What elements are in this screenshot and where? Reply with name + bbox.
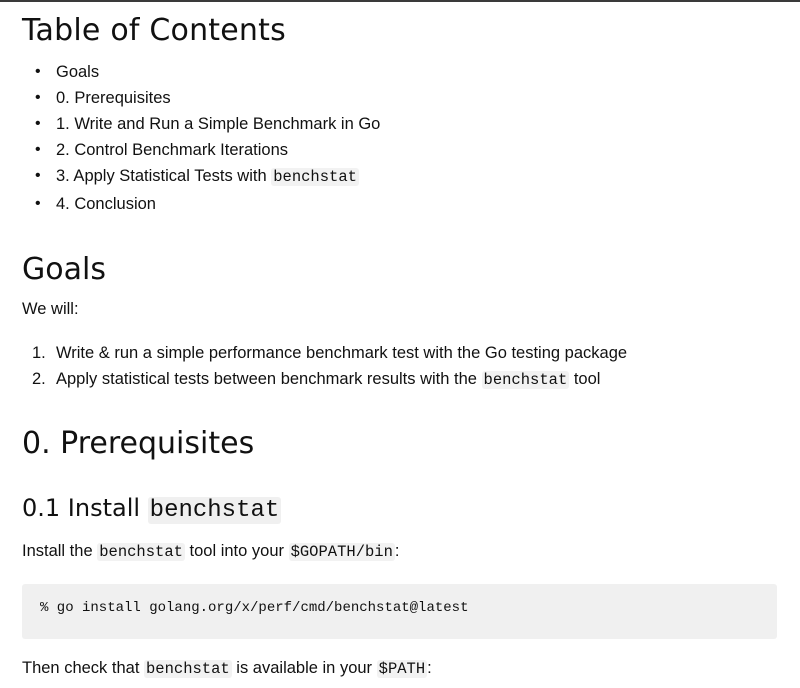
goals-heading: Goals (22, 252, 106, 287)
inline-code: benchstat (273, 168, 357, 186)
bullet-icon: • (35, 167, 41, 184)
goals-intro: We will: (22, 300, 79, 318)
toc-list (22, 59, 380, 217)
goal-item: 1. Write & run a simple performance benchmark test with the Go testing package (22, 340, 627, 366)
inline-code: benchstat (146, 660, 230, 678)
toc-item-statistical-tests[interactable]: • 3. Apply Statistical Tests with benchstat (22, 163, 380, 189)
inline-code: $PATH (378, 660, 426, 678)
install-benchstat-heading: 0.1 Install benchstat (22, 494, 280, 524)
bullet-icon: • (35, 89, 41, 106)
install-instruction: Install the benchstat tool into your $GOPATH/bin : (22, 542, 400, 561)
toc-item-prerequisites[interactable]: • 0. Prerequisites (22, 85, 380, 111)
bullet-icon: • (35, 115, 41, 132)
toc-item-write-and-run[interactable]: • 1. Write and Run a Simple Benchmark in Go (22, 111, 380, 137)
prerequisites-heading: 0. Prerequisites (22, 426, 255, 461)
list-number: 1. (32, 344, 46, 362)
code-block[interactable] (22, 584, 777, 639)
toc-item-conclusion[interactable]: • 4. Conclusion (22, 191, 380, 217)
bullet-icon: • (35, 195, 41, 212)
bullet-icon: • (35, 63, 41, 80)
check-instruction: Then check that benchstat is available in your $PATH : (22, 659, 432, 678)
goals-list (22, 340, 627, 392)
list-number: 2. (32, 370, 46, 388)
bullet-icon: • (35, 141, 41, 158)
toc-heading: Table of Contents (22, 13, 286, 48)
goal-item: 2. Apply statistical tests between benchmark results with the benchstat tool (22, 366, 627, 392)
inline-code: benchstat (149, 497, 280, 524)
inline-code: benchstat (99, 543, 183, 561)
toc-item-control-iterations[interactable]: • 2. Control Benchmark Iterations (22, 137, 380, 163)
install-command[interactable]: % go install golang.org/x/perf/cmd/benchstat@latest (40, 600, 469, 616)
inline-code: benchstat (483, 371, 568, 389)
inline-code: $GOPATH/bin (290, 543, 393, 561)
toc-item-goals[interactable]: • Goals (22, 59, 380, 85)
